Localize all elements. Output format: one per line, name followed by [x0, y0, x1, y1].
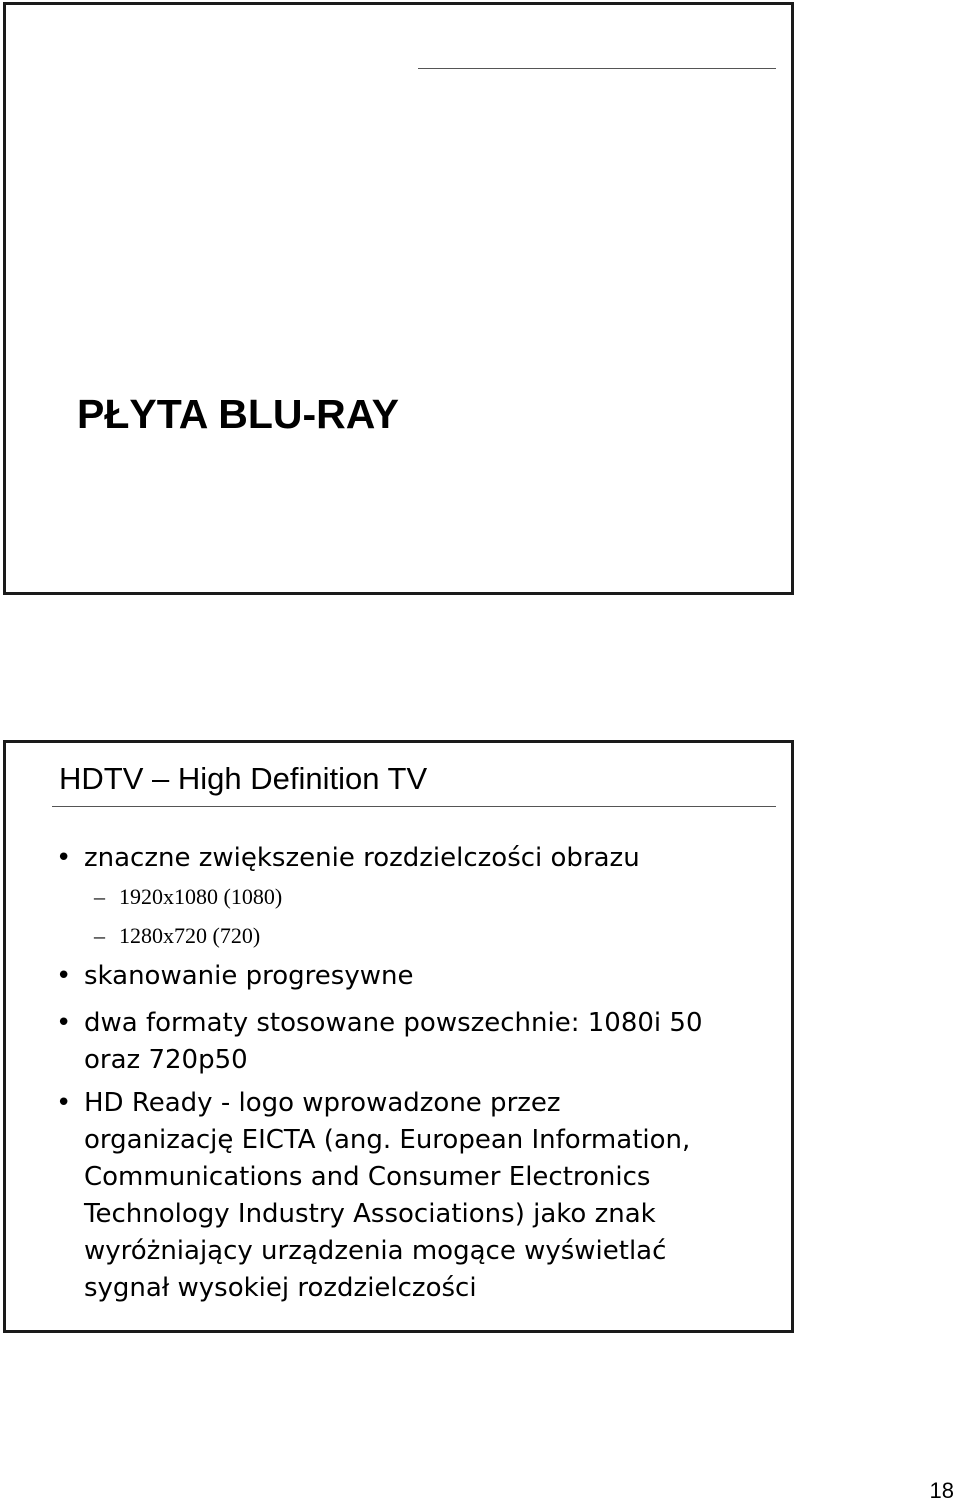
dash-icon: – — [94, 923, 105, 948]
bullet-icon: • — [56, 961, 72, 991]
dash-icon: – — [94, 884, 105, 909]
slide-title: PŁYTA BLU-RAY — [77, 391, 399, 437]
bullet-text: wyróżniający urządzenia mogące wyświetlać — [84, 1236, 667, 1266]
bullet-text: Technology Industry Associations) jako znak — [84, 1199, 656, 1229]
bullet-text: oraz 720p50 — [84, 1045, 248, 1075]
sub-item-text: 1280x720 (720) — [119, 923, 261, 948]
page-number: 18 — [929, 1478, 954, 1503]
sub-item-text: 1920x1080 (1080) — [119, 884, 283, 909]
slide-title: HDTV – High Definition TV — [59, 761, 428, 796]
slide-2 — [3, 740, 794, 1333]
bullet-icon: • — [56, 1088, 72, 1118]
bullet-text: skanowanie progresywne — [84, 961, 414, 991]
bullet-text: Communications and Consumer Electronics — [84, 1162, 651, 1192]
bullet-icon: • — [56, 843, 72, 873]
title-rule — [418, 68, 776, 69]
bullet-icon: • — [56, 1008, 72, 1038]
slide-1 — [3, 2, 794, 595]
bullet-text: sygnał wysokiej rozdzielczości — [84, 1273, 477, 1303]
bullet-text: HD Ready - logo wprowadzone przez — [84, 1088, 561, 1118]
bullet-text: organizację EICTA (ang. European Information, — [84, 1125, 691, 1155]
bullet-text: znaczne zwiększenie rozdzielczości obrazu — [84, 843, 640, 873]
bullet-text: dwa formaty stosowane powszechnie: 1080i 50 — [84, 1008, 703, 1038]
title-rule — [52, 806, 776, 807]
